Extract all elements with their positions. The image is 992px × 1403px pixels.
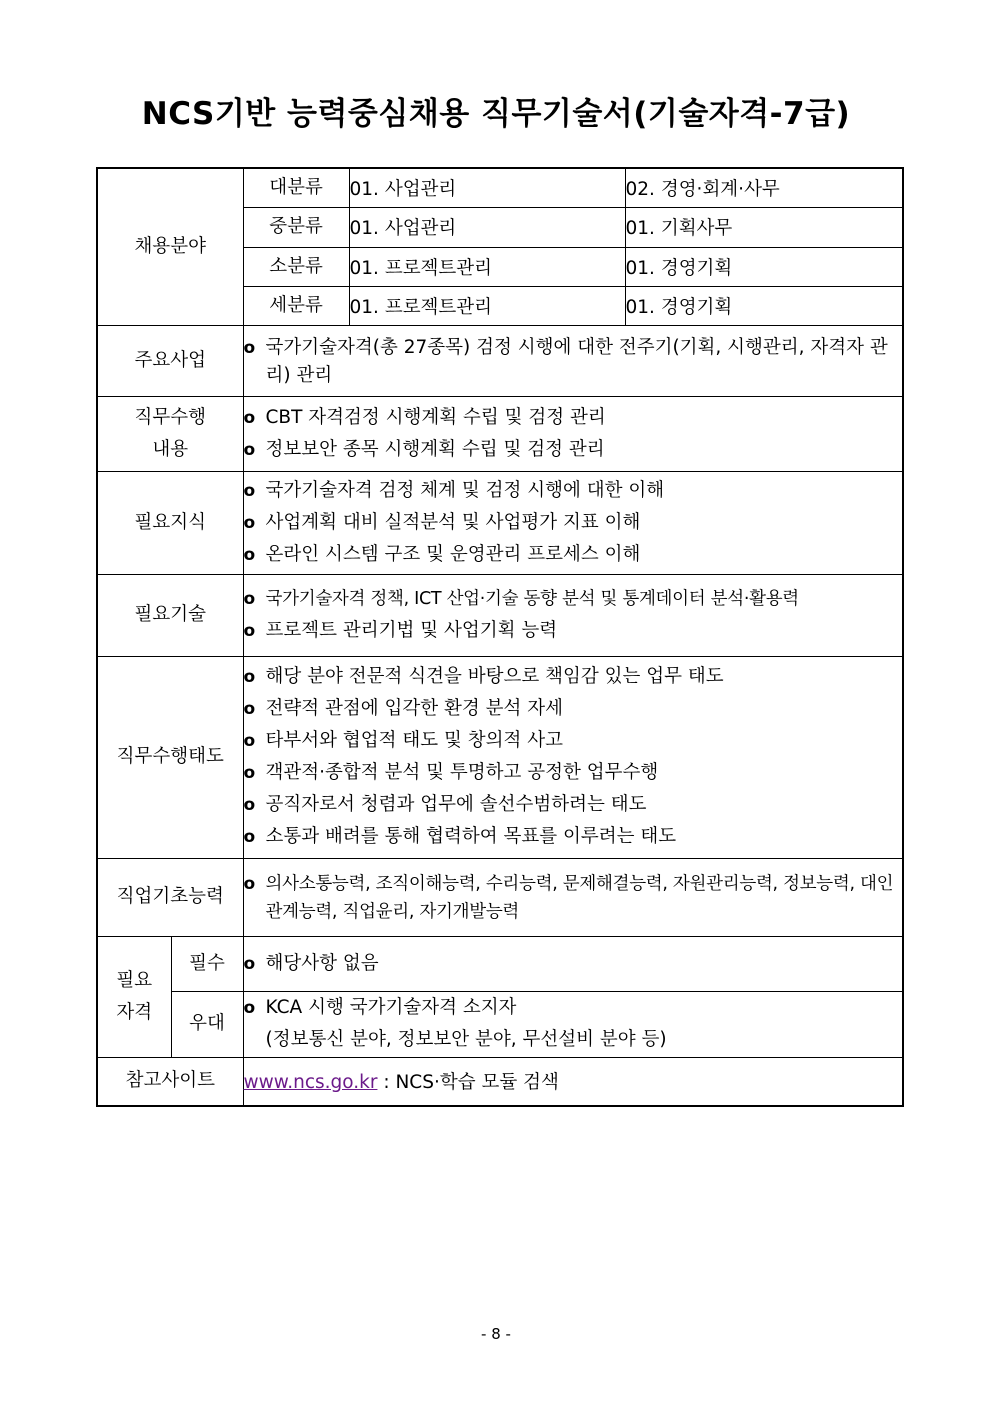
qualification-label-line1: 필요 [116, 969, 153, 991]
bullet-icon [244, 789, 266, 821]
bullet-text: 정보보안 종목 시행계획 수립 및 검정 관리 [265, 438, 605, 460]
bullet-item [244, 868, 903, 926]
bullet-text: 타부서와 협업적 태도 및 창의적 사고 [265, 730, 563, 751]
duties-content [243, 396, 903, 471]
main-business-content [243, 325, 903, 396]
bullet-icon [244, 868, 266, 900]
bullet-item [244, 725, 903, 757]
field-code2: 01. 경영기획 [625, 286, 903, 325]
bullet-item [244, 661, 903, 693]
reference-row [97, 1057, 903, 1106]
required-content [243, 936, 903, 991]
duties-row [97, 396, 903, 471]
bullet-item [244, 332, 903, 390]
bullet-text: 공직자로서 청렴과 업무에 솔선수범하려는 태도 [265, 794, 647, 815]
bullet-icon [244, 821, 266, 853]
basic-ability-row [97, 858, 903, 936]
field-code2: 02. 경영·회계·사무 [625, 168, 903, 207]
attitude-label: 직무수행태도 [97, 656, 243, 858]
bullet-icon [244, 402, 266, 434]
bullet-icon [244, 434, 266, 466]
bullet-icon [244, 583, 266, 615]
required-label: 필수 [171, 936, 243, 991]
bullet-icon [244, 725, 266, 757]
bullet-text: 소통과 배려를 통해 협력하여 목표를 이루려는 태도 [265, 826, 677, 847]
basic-ability-label: 직업기초능력 [97, 858, 243, 936]
bullet-icon [244, 615, 266, 647]
reference-suffix: : NCS·학습 모듈 검색 [377, 1072, 559, 1094]
qualification-required-row [97, 936, 903, 991]
field-level: 소분류 [243, 247, 349, 286]
bullet-text: 국가기술자격 정책, ICT 산업·기술 동향 분석 및 통계데이터 분석·활용력 [265, 589, 799, 609]
ncs-link[interactable]: www.ncs.go.kr [243, 1072, 378, 1094]
field-code2: 01. 경영기획 [625, 247, 903, 286]
skills-row [97, 574, 903, 656]
bullet-icon [244, 948, 266, 980]
bullet-item [244, 992, 903, 1024]
document-title: NCS기반 능력중심채용 직무기술서(기술자격-7급) [141, 96, 851, 132]
field-row-1 [97, 168, 903, 207]
skills-label: 필요기술 [97, 574, 243, 656]
knowledge-row [97, 471, 903, 574]
bullet-text: 온라인 시스템 구조 및 운영관리 프로세스 이해 [265, 543, 641, 565]
preferred-note: (정보통신 분야, 정보보안 분야, 무선설비 분야 등) [265, 1029, 667, 1050]
bullet-icon [244, 332, 266, 364]
bullet-text: 사업계획 대비 실적분석 및 사업평가 지표 이해 [265, 511, 641, 533]
main-business-label: 주요사업 [97, 325, 243, 396]
bullet-item [244, 821, 903, 853]
preferred-label: 우대 [171, 991, 243, 1057]
qualification-label-line2: 자격 [116, 1001, 153, 1023]
field-label: 채용분야 [97, 168, 243, 325]
attitude-content [243, 656, 903, 858]
field-level: 중분류 [243, 207, 349, 247]
bullet-icon [244, 693, 266, 725]
bullet-text: 해당사항 없음 [265, 952, 379, 974]
bullet-text: CBT 자격검정 시행계획 수립 및 검정 관리 [265, 406, 606, 428]
bullet-item [244, 693, 903, 725]
main-business-row [97, 325, 903, 396]
duties-label-line2: 내용 [152, 438, 189, 460]
bullet-icon [244, 661, 266, 693]
bullet-icon [244, 757, 266, 789]
job-description-table [96, 167, 904, 1107]
knowledge-content [243, 471, 903, 574]
bullet-item [244, 615, 903, 647]
basic-ability-content [243, 858, 903, 936]
page-number: - 8 - [481, 1325, 511, 1343]
bullet-icon [244, 475, 266, 507]
skills-content [243, 574, 903, 656]
knowledge-label: 필요지식 [97, 471, 243, 574]
bullet-item [244, 789, 903, 821]
reference-label: 참고사이트 [97, 1057, 243, 1106]
qualification-label [97, 936, 171, 1057]
bullet-icon [244, 992, 266, 1024]
duties-label-line1: 직무수행 [134, 406, 206, 428]
bullet-item [244, 539, 903, 571]
reference-content [243, 1057, 903, 1106]
bullet-text: 국가기술자격 검정 체계 및 검정 시행에 대한 이해 [265, 479, 665, 501]
bullet-text: KCA 시행 국가기술자격 소지자 [265, 997, 517, 1018]
bullet-icon [244, 507, 266, 539]
duties-label [97, 396, 243, 471]
field-level: 대분류 [243, 168, 349, 207]
bullet-text: 국가기술자격(총 27종목) 검정 시행에 대한 전주기(기획, 시행관리, 자격자 관리) 관리 [265, 336, 888, 386]
preferred-content [243, 991, 903, 1057]
bullet-text: 전략적 관점에 입각한 환경 분석 자세 [265, 698, 563, 719]
field-code1: 01. 프로젝트관리 [349, 286, 625, 325]
attitude-row [97, 656, 903, 858]
field-level: 세분류 [243, 286, 349, 325]
bullet-text: 해당 분야 전문적 식견을 바탕으로 책임감 있는 업무 태도 [265, 666, 724, 687]
bullet-text: 의사소통능력, 조직이해능력, 수리능력, 문제해결능력, 자원관리능력, 정보능력, 대인관계능력, 직업윤리, 자기개발능력 [265, 874, 894, 922]
field-code1: 01. 사업관리 [349, 207, 625, 247]
bullet-text: 객관적·종합적 분석 및 투명하고 공정한 업무수행 [265, 762, 659, 783]
bullet-item [244, 475, 903, 507]
bullet-item [244, 507, 903, 539]
bullet-text: 프로젝트 관리기법 및 사업기획 능력 [265, 620, 558, 641]
field-code2: 01. 기획사무 [625, 207, 903, 247]
bullet-item [244, 757, 903, 789]
field-code1: 01. 사업관리 [349, 168, 625, 207]
bullet-item [244, 583, 903, 615]
qualification-preferred-row [97, 991, 903, 1057]
bullet-item [244, 948, 903, 980]
bullet-icon [244, 539, 266, 571]
bullet-item [244, 402, 903, 434]
field-code1: 01. 프로젝트관리 [349, 247, 625, 286]
bullet-item [244, 434, 903, 466]
